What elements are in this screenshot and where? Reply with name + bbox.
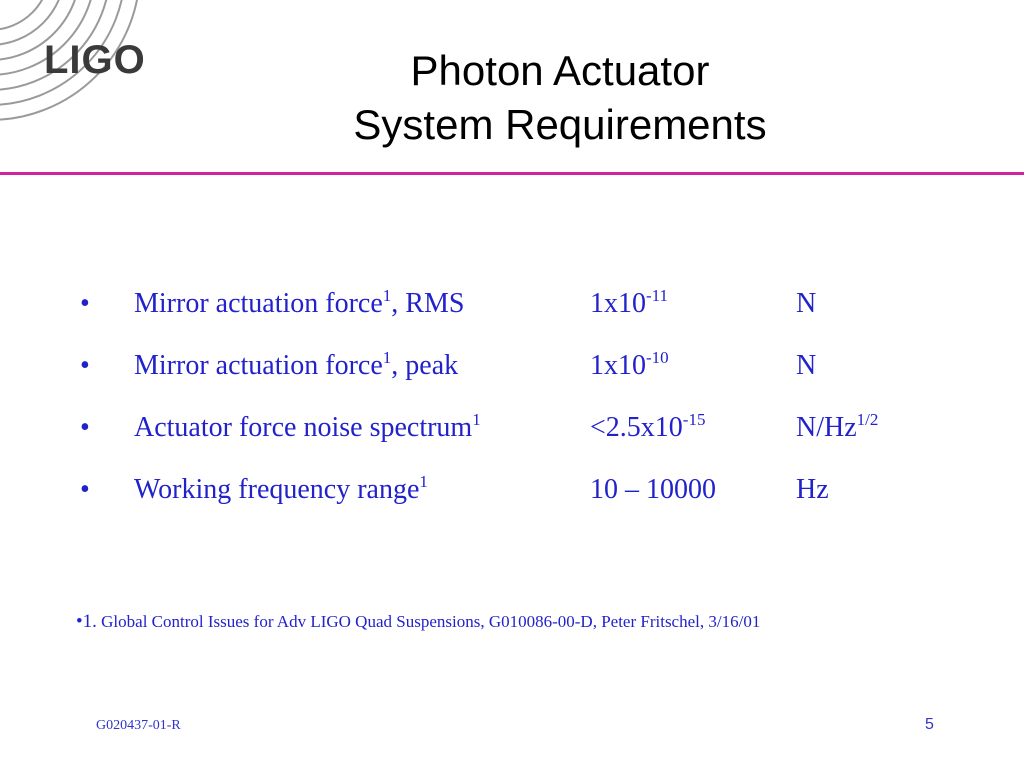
requirement-value: $1x10^{-11}$ (590, 286, 669, 319)
page-number: 5 (925, 716, 934, 733)
requirement-unit: N (796, 288, 817, 319)
ligo-logo (0, 0, 180, 150)
requirement-label: Actuator force noise spectrum$^1$ (134, 410, 481, 443)
header-divider (0, 172, 1024, 175)
slide-title (300, 44, 820, 152)
document-id: G020437-01-R (96, 718, 181, 733)
footnote-text: Global Control Issues for Adv LIGO Quad Suspensions, G010086-00-D, Peter Fritschel, 3/16/01 (101, 612, 761, 631)
requirement-unit: Hz (796, 474, 829, 505)
logo-text: LIGO (44, 38, 146, 82)
footnote-marker: •1. (76, 611, 97, 632)
requirement-value: $<2.5x10^{-15}$ (590, 410, 706, 443)
requirement-label: Working frequency range$^1$ (134, 472, 428, 505)
footnote (76, 611, 760, 633)
bullet: • (80, 474, 90, 505)
bullet: • (80, 288, 90, 319)
title-line-2: System Requirements (353, 101, 767, 148)
requirement-value: 10 – 10000 (590, 474, 716, 505)
requirement-label: Mirror actuation force$^1$, RMS (134, 286, 465, 319)
title-line-1: Photon Actuator (410, 47, 710, 94)
requirement-value: $1x10^{-10}$ (590, 348, 669, 381)
requirement-label: Mirror actuation force$^1$, peak (134, 348, 459, 381)
bullet: • (80, 412, 90, 443)
bullet: • (80, 350, 90, 381)
requirement-unit: N (796, 350, 817, 381)
requirement-unit: $N/Hz^{1/2}$ (796, 410, 879, 443)
